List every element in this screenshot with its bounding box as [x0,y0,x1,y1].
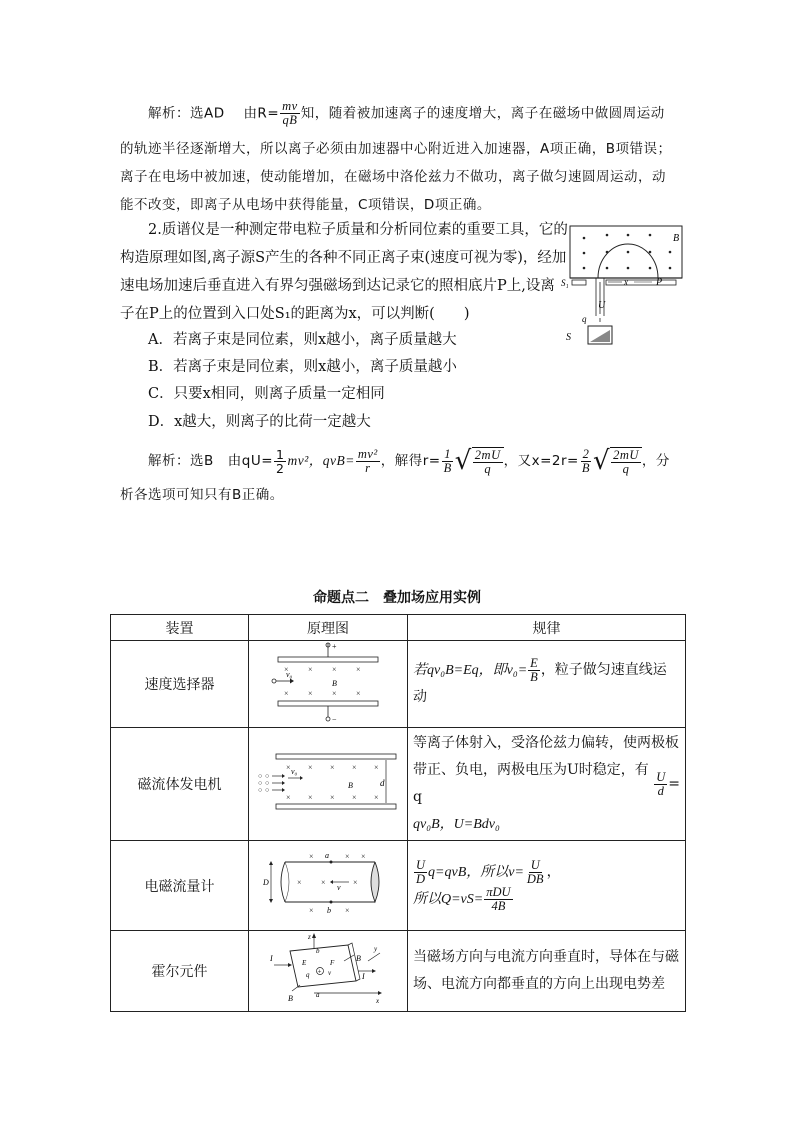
rule-cell: 若qv₀B=Eq，即v₀= $\frac{E}{B}$ ，粒子做匀速直线运 动 [408,641,686,728]
sqrt-1: √ $\frac{2mU}{q}$ [455,447,504,476]
svg-text:+: + [317,967,322,976]
rule-cell: 等离子体射入，受洛伦兹力偏转，使两极板 带正、负电，两极电压为U时稳定，有q $\frac{U}{d}$ = qv₀B，U=Bdv₀ [408,728,686,841]
half-fraction: $\frac{1}{2}$ [276,446,285,476]
svg-text:I: I [362,972,365,981]
svg-text:F: F [330,959,335,967]
flowmeter-figure [263,848,393,920]
svg-text:×: × [309,851,314,861]
svg-text:v: v [337,882,341,892]
applications-table [110,614,686,1012]
svg-text:+: + [332,642,337,651]
svg-text:×: × [352,793,357,802]
svg-text:v: v [328,969,332,977]
svg-text:B: B [356,954,361,963]
table-row [111,931,686,1012]
analysis1-line2: 的轨迹半径逐渐增大，所以离子必须由加速器中心附近进入加速器，A项正确，B项错误； [120,141,672,157]
fig-label-s: S [566,332,571,343]
svg-text:×: × [345,905,350,915]
svg-text:○: ○ [258,786,263,794]
question2-line4: 子在P上的位置到入口处S₁的距离为x，可以判断( ) [120,306,470,322]
analysis2-line2: 析各选项可知只有B正确。 [120,487,284,503]
question2-line3: 速电场加速后垂直进入有界匀强磁场到达记录它的照相底片P上,设离 [120,278,555,294]
velocity-selector-figure [268,641,388,723]
device-cell: 电磁流量计 [111,841,249,931]
svg-text:a: a [316,991,320,999]
question2-line2: 构造原理如图,离子源S产生的各种不同正离子束(速度可视为零)，经加 [120,250,567,266]
svg-text:×: × [361,851,366,861]
question2-line1: 2.质谱仪是一种测定带电粒子质量和分析同位素的重要工具，它的 [148,222,568,238]
svg-text:×: × [297,877,302,887]
svg-text:×: × [374,763,379,772]
svg-text:×: × [332,665,337,674]
analysis1-line4: 能不改变，即离子从电场中获得能量，C项错误，D项正确。 [120,197,491,213]
fig-label-x: x [624,277,628,287]
svg-text:○: ○ [265,786,270,794]
option-b: B．若离子束是同位素，则x越小，离子质量越小 [148,359,457,375]
svg-text:○: ○ [258,772,263,780]
svg-text:B: B [348,781,353,790]
header-device: 装置 [111,615,249,641]
svg-text:v₀: v₀ [291,767,298,776]
header-diagram: 原理图 [249,615,408,641]
svg-text:x: x [376,997,380,1005]
option-c: C．只要x相同，则离子质量一定相同 [148,386,385,402]
svg-text:−: − [332,715,337,723]
svg-text:×: × [332,689,337,698]
analysis1-line3: 离子在电场中被加速，使动能增加，在磁场中洛伦兹力不做功，离子做匀速圆周运动，动 [120,169,666,185]
svg-text:y: y [374,945,378,953]
svg-text:q: q [306,971,310,979]
device-cell: 速度选择器 [111,641,249,728]
svg-text:d: d [380,778,385,788]
svg-text:I: I [270,954,273,963]
svg-text:×: × [330,763,335,772]
svg-text:×: × [353,877,358,887]
svg-text:z: z [308,933,311,941]
svg-text:B: B [288,994,293,1003]
svg-text:a: a [325,850,329,860]
fig-label-q: q [582,314,587,324]
svg-text:×: × [356,689,361,698]
svg-text:×: × [321,877,326,887]
table-row [111,728,686,841]
svg-text:×: × [308,689,313,698]
rule-cell: 当磁场方向与电流方向垂直时，导体在与磁 场、电流方向都垂直的方向上出现电势差 [408,931,686,1012]
analysis1-line1: 解析：选AD 由R= $\frac{mv}{qB}$ 知，随着被加速离子的速度增大，离子在磁场中做圆周运动 [148,99,665,127]
svg-text:E: E [302,959,307,967]
sqrt-2: √ $\frac{2mU}{q}$ [593,447,642,476]
svg-text:×: × [352,763,357,772]
mass-spectrometer-figure [560,222,686,346]
analysis2-line1: 解析：选B 由qU= $\frac{1}{2}$ mv²，qvB= $\frac{\text{mv²}}{r}$ ，解得r= $\frac{1}{B}$ √ $\frac{2mU}{q}$ ，又x=2r= $\frac{2}{B}$ √ $\frac{2mU}{q}$ ，分 [148,446,670,476]
svg-text:×: × [345,851,350,861]
fig-label-s1: S₁ [561,278,569,288]
option-d: D．x越大，则离子的比荷一定越大 [148,414,371,430]
svg-text:×: × [308,763,313,772]
diagram-cell [249,841,408,931]
two-over-b-fraction: $\frac{2}{B}$ [581,446,591,475]
svg-text:×: × [286,793,291,802]
mv2-fraction: $\frac{\text{mv²}}{r}$ [357,446,378,475]
svg-text:×: × [308,793,313,802]
svg-text:×: × [284,665,289,674]
device-cell: 磁流体发电机 [111,728,249,841]
diagram-cell [249,931,408,1012]
header-rule: 规律 [408,615,686,641]
svg-text:×: × [356,665,361,674]
svg-text:×: × [284,689,289,698]
fig-label-b: B [673,233,680,244]
fig-label-u: U [598,300,606,311]
one-over-b-fraction: $\frac{1}{B}$ [443,446,452,475]
svg-text:○: ○ [265,772,270,780]
option-a: A．若离子束是同位素，则x越小，离子质量越大 [148,332,457,348]
svg-text:b: b [327,905,331,915]
diagram-cell [249,641,408,728]
table-row [111,641,686,728]
hall-element-figure [268,931,388,1007]
svg-text:○: ○ [258,779,263,787]
rule-cell: $\frac{U}{D}$ q=qvB，所以v= $\frac{U}{DB}$ ， 所以Q=vS= $\frac{\text{πDU}}{4B}$ [408,841,686,931]
svg-text:×: × [308,665,313,674]
table-header-row [111,615,686,641]
svg-text:v₀: v₀ [286,670,293,679]
diagram-cell [249,728,408,841]
svg-text:×: × [309,905,314,915]
device-cell: 霍尔元件 [111,931,249,1012]
fig-label-p: P [656,277,663,288]
svg-text:×: × [286,763,291,772]
svg-text:B: B [332,679,337,688]
svg-text:b: b [316,947,320,955]
section-caption: 命题点二 叠加场应用实例 [313,590,481,606]
r-fraction: $\frac{mv}{qB}$ [282,99,298,127]
table-row [111,841,686,931]
svg-text:×: × [330,793,335,802]
mhd-generator-figure [258,748,398,816]
svg-text:×: × [374,793,379,802]
svg-text:○: ○ [265,779,270,787]
svg-text:D: D [263,877,269,887]
